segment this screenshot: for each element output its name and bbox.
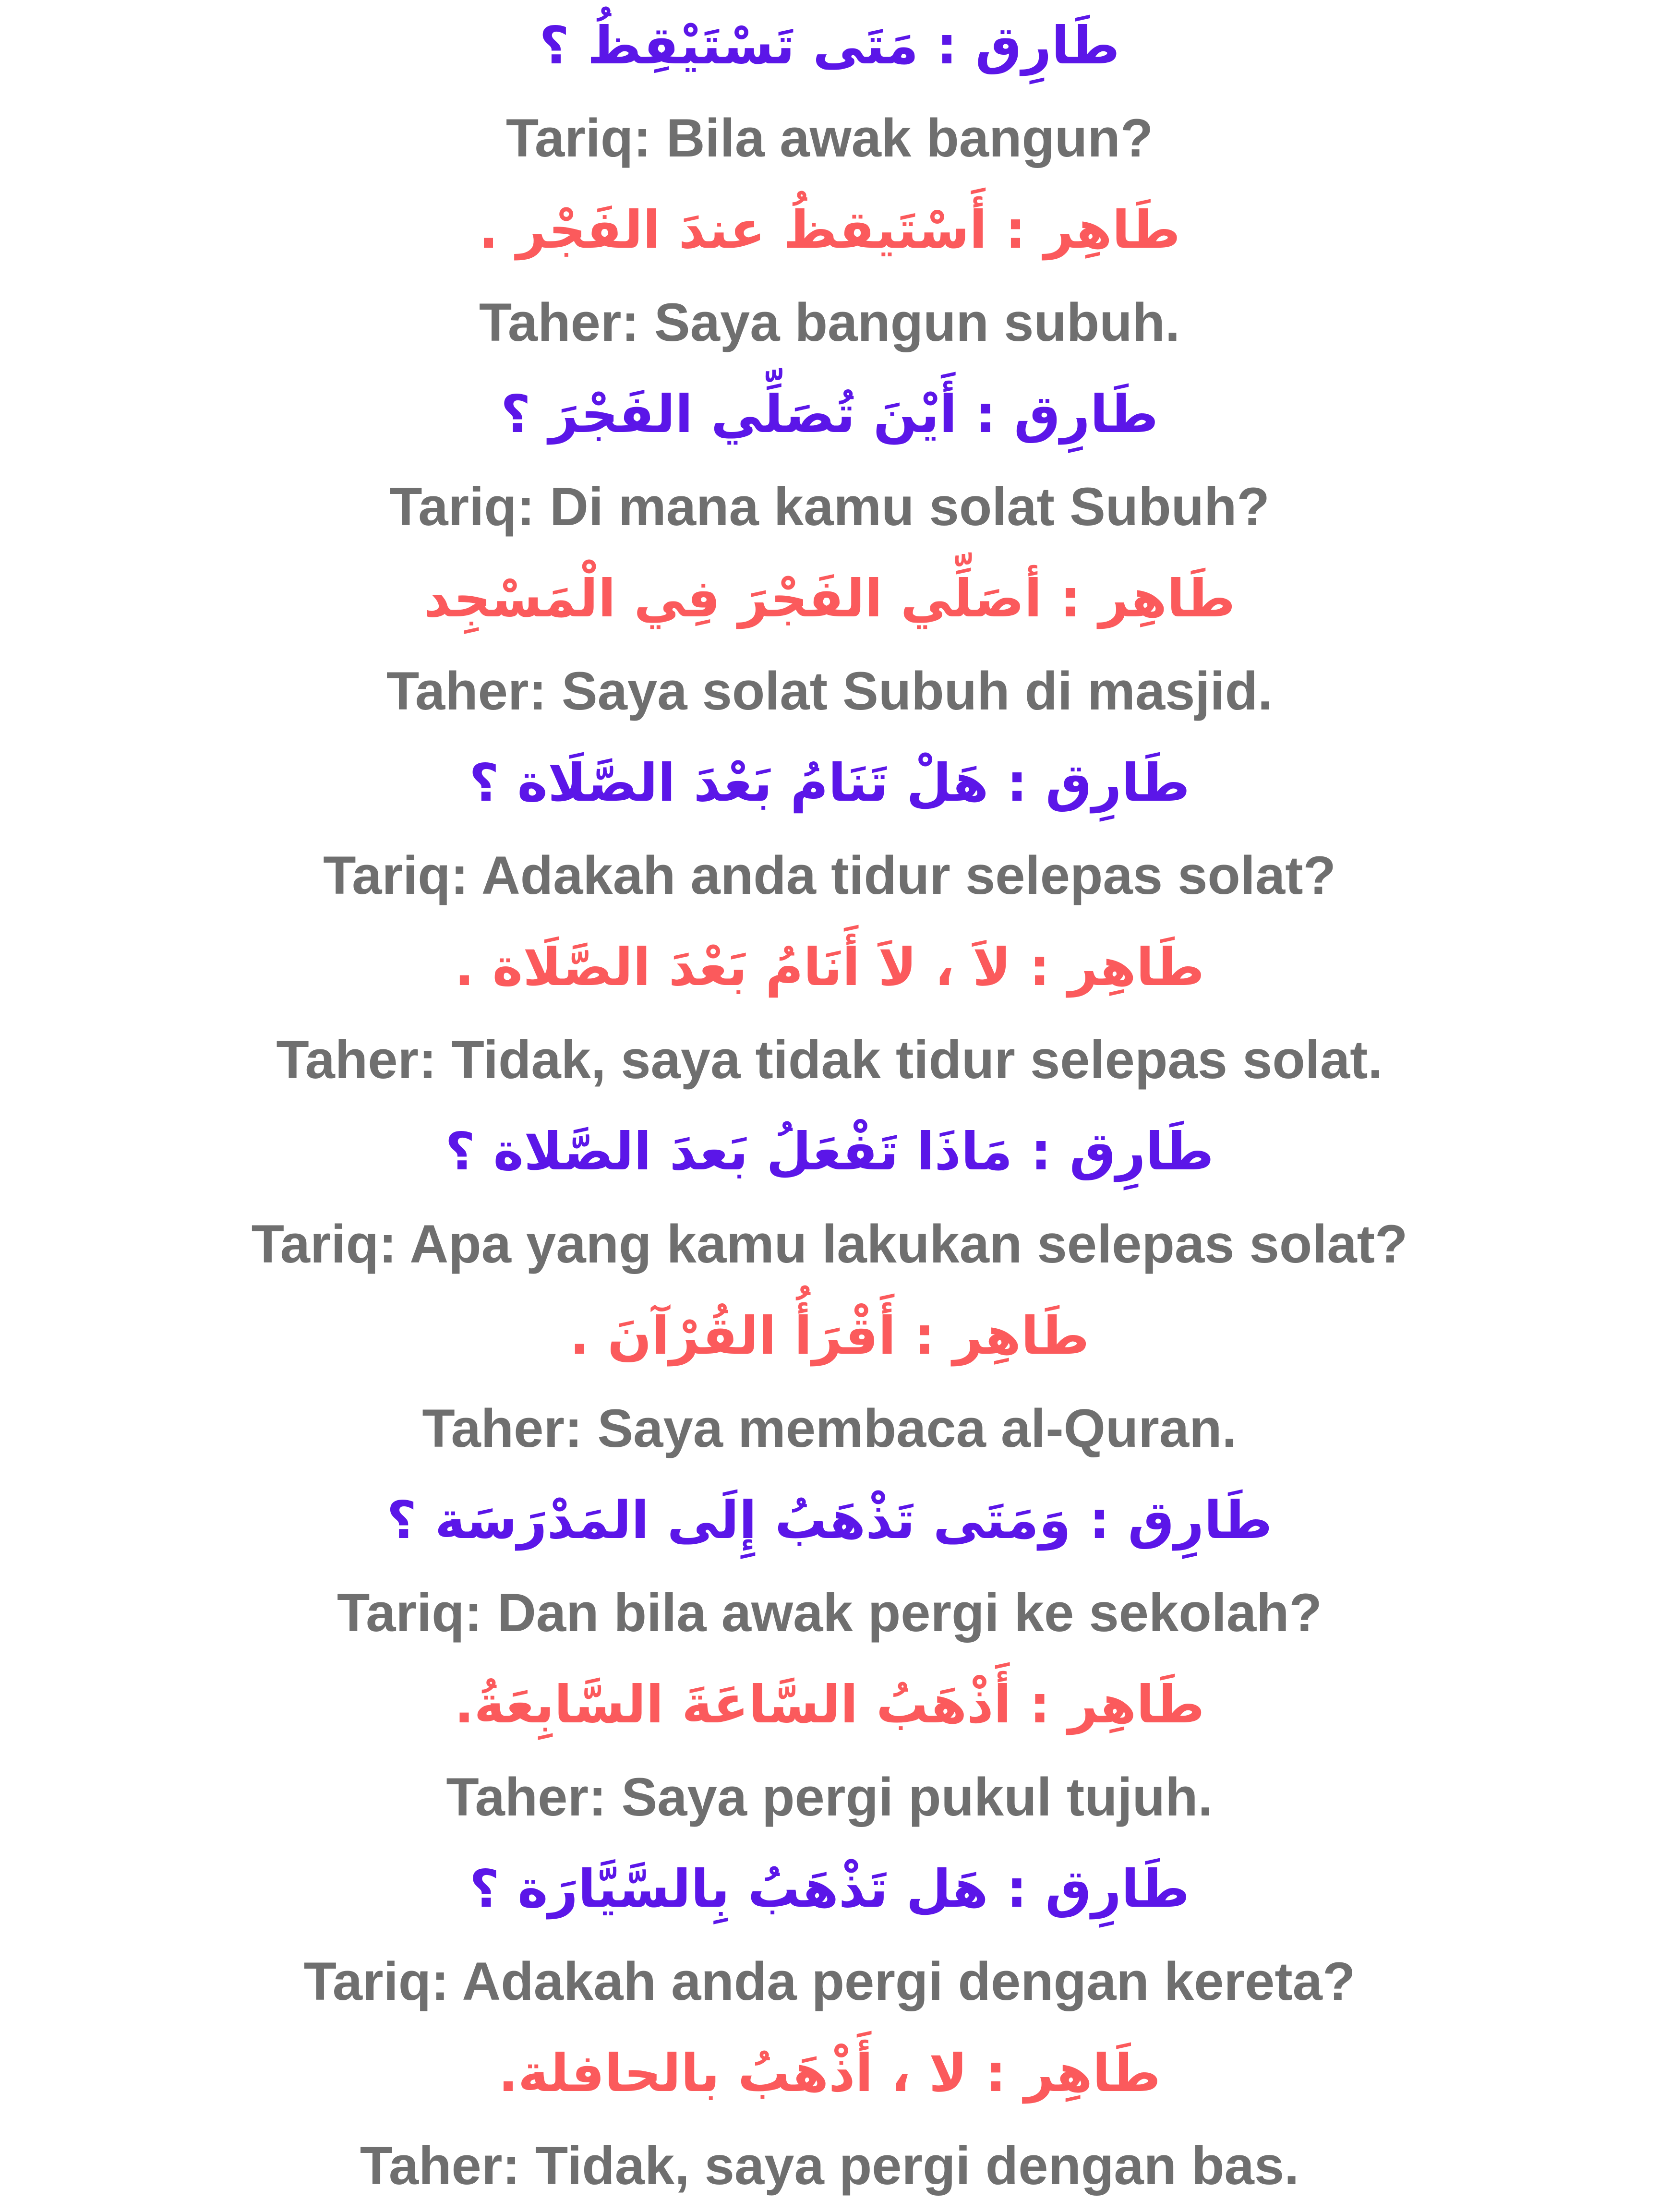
translation-line-tariq: Tariq: Bila awak bangun? [505,108,1154,168]
translation-line-taher: Taher: Saya membaca al-Quran. [422,1398,1237,1458]
translation-line-tariq: Tariq: Dan bila awak pergi ke sekolah? [337,1583,1322,1643]
arabic-line-tariq: طَارِق : أَيْنَ تُصَلِّي الفَجْرَ ؟ [500,385,1159,445]
arabic-line-taher: طَاهِر : أصَلِّي الفَجْرَ فِي الْمَسْجِد [423,569,1236,629]
translation-line-taher: Taher: Saya pergi pukul tujuh. [446,1767,1213,1827]
arabic-line-tariq: طَارِق : هَل تَذْهَبُ بِالسَّيَّارَة ؟ [469,1859,1190,1919]
arabic-line-taher: طَاهِر : أَقْرَأُ القُرْآنَ . [569,1306,1090,1366]
translation-line-taher: Taher: Saya solat Subuh di masjid. [386,661,1273,721]
arabic-line-taher: طَاهِر : أَسْتَيقظُ عندَ الفَجْر . [479,200,1180,260]
translation-line-taher: Taher: Tidak, saya tidak tidur selepas solat. [276,1030,1383,1090]
arabic-line-taher: طَاهِر : لاَ ، لاَ أَنَامُ بَعْدَ الصَّلَاة . [454,938,1205,998]
arabic-line-tariq: طَارِق : هَلْ تَنَامُ بَعْدَ الصَّلَاة ؟ [469,753,1190,813]
arabic-line-tariq: طَارِق : مَاذَا تَفْعَلُ بَعدَ الصَّلاة ؟ [445,1122,1214,1182]
arabic-line-tariq: طَارِق : وَمَتَى تَذْهَبُ إِلَى المَدْرَسَة ؟ [386,1491,1273,1551]
translation-line-tariq: Tariq: Adakah anda tidur selepas solat? [323,845,1336,905]
translation-line-taher: Taher: Saya bangun subuh. [479,292,1180,352]
translation-line-tariq: Tariq: Adakah anda pergi dengan kereta? [303,1951,1356,2011]
translation-line-tariq: Tariq: Di mana kamu solat Subuh? [389,477,1270,537]
arabic-line-taher: طَاهِر : لا ، أَذْهَبُ بالحافلة. [498,2044,1161,2104]
translation-line-tariq: Tariq: Apa yang kamu lakukan selepas solat? [251,1214,1408,1274]
arabic-line-taher: طَاهِر : أَذْهَبُ السَّاعَةَ السَّابِعَةُ. [454,1675,1205,1735]
translation-line-taher: Taher: Tidak, saya pergi dengan bas. [360,2136,1299,2196]
arabic-line-tariq: طَارِق : مَتَى تَسْتَيْقِظُ ؟ [539,16,1120,76]
